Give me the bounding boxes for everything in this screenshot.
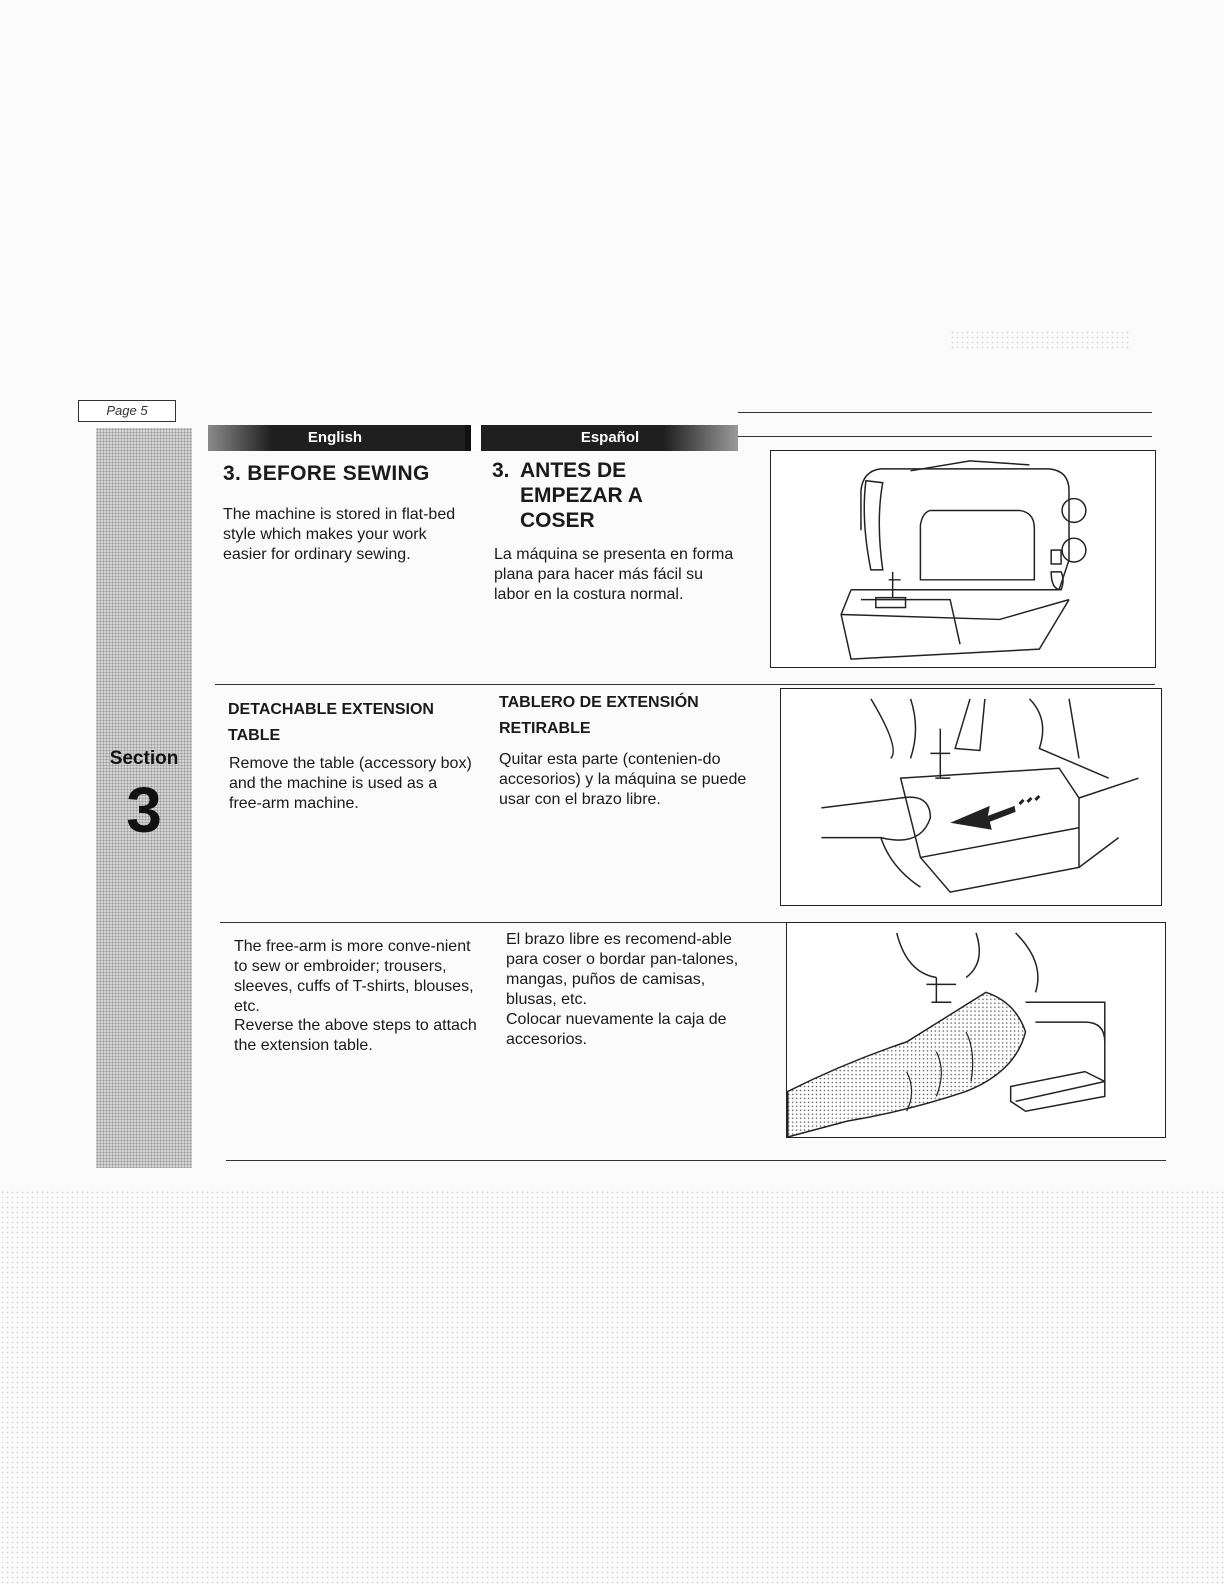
remove-extension-table-illustration <box>780 688 1162 906</box>
bottom-rule <box>226 1160 1166 1161</box>
scan-noise-bottom <box>0 1190 1224 1584</box>
section-label: Section <box>109 748 179 769</box>
free-arm-sewing-illustration <box>786 922 1166 1138</box>
es-text-antes-de-empezar: La máquina se presenta en forma plana para hacer más fácil su labor en la costura normal. <box>494 546 734 603</box>
en-title-before-sewing: 3. BEFORE SEWING <box>223 462 430 485</box>
header-rule-top <box>738 412 1152 413</box>
scan-noise-top-right <box>950 330 1130 350</box>
section-number: 3 <box>126 774 162 846</box>
en-text-extension-table: Remove the table (accessory box) and the machine is used as a free-arm machine. <box>229 755 472 812</box>
es-text-tablero: Quitar esta parte (contenien-do accesorios) y la máquina se puede usar con el brazo libre. <box>499 751 747 808</box>
en-heading-extension-table: DETACHABLE EXTENSION TABLE <box>228 701 434 744</box>
es-title-text: ANTES DE EMPEZAR A COSER <box>520 459 643 532</box>
es-title-antes-de-empezar <box>492 458 732 533</box>
header-rule-bottom <box>738 436 1152 437</box>
divider-1 <box>215 684 1155 685</box>
es-title-number: 3. <box>492 459 510 482</box>
es-heading-tablero: TABLERO DE EXTENSIÓN RETIRABLE <box>499 694 699 737</box>
es-text-colocar-caja: Colocar nuevamente la caja de accesorios. <box>506 1011 727 1048</box>
en-text-free-arm: The free-arm is more conve-nient to sew or embroider; trousers, sleeves, cuffs of T-shirts, blouses, etc. <box>234 938 474 1015</box>
english-tab: English <box>307 429 363 446</box>
en-text-before-sewing: The machine is stored in flat-bed style which makes your work easier for ordinary sewing. <box>223 506 456 563</box>
spanish-tab: Español <box>580 429 640 446</box>
sewing-machine-illustration <box>770 450 1156 668</box>
page-label: Page 5 <box>78 400 176 422</box>
es-text-brazo-libre: El brazo libre es recomend-able para coser o bordar pan-talones, mangas, puños de camisas, blusas, etc. <box>506 931 739 1008</box>
language-divider <box>465 425 481 451</box>
en-text-reverse-steps: Reverse the above steps to attach the extension table. <box>234 1017 477 1054</box>
